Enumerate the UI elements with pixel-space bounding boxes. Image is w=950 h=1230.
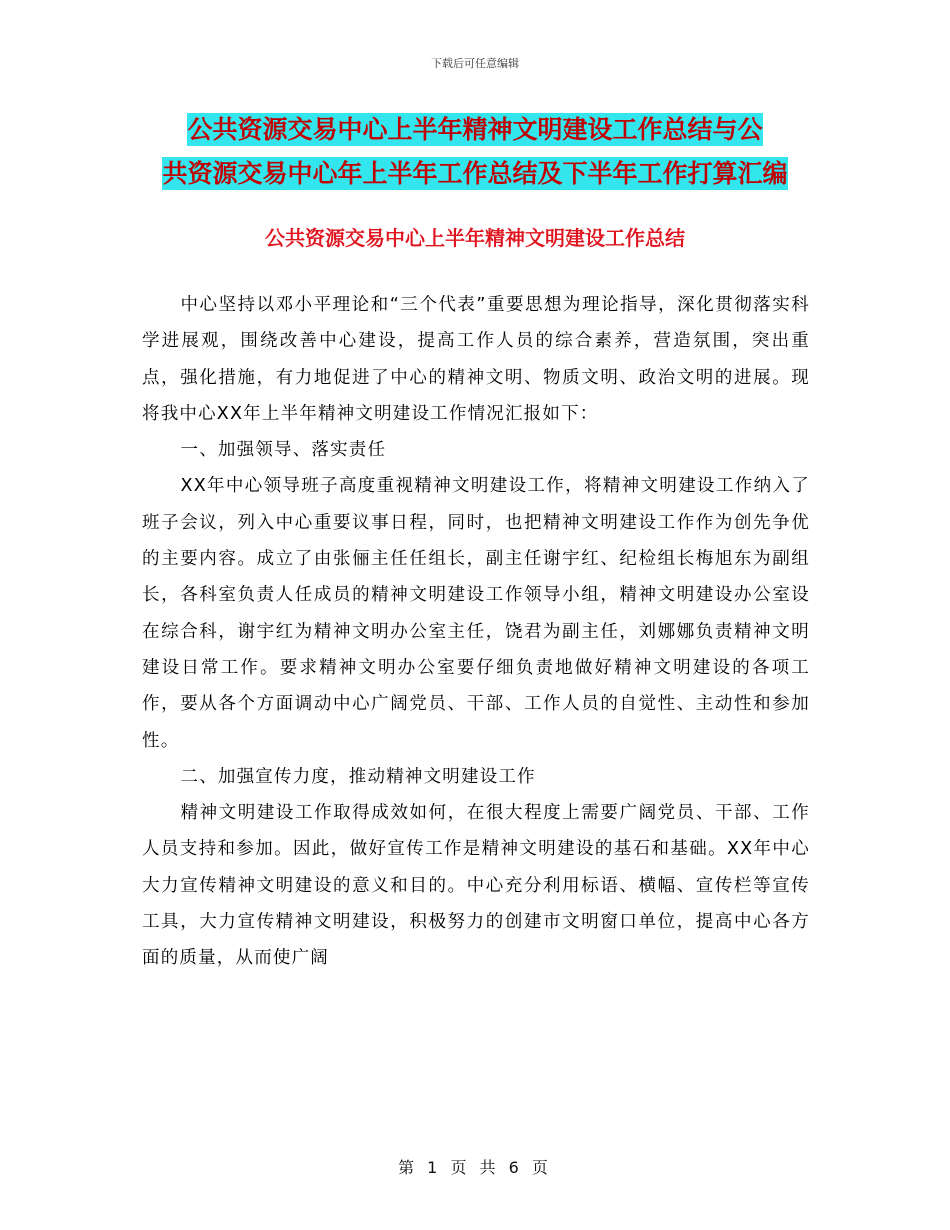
document-title-line-2: 共资源交易中心年上半年工作总结及下半年工作打算汇编 (162, 159, 788, 188)
paragraph-intro: 中心坚持以邓小平理论和“三个代表”重要思想为理论指导，深化贯彻落实科学进展观，围绕改善中心建设，提高工作人员的综合素养，营造氛围，突出重点，强化措施，有力地促进了中心的精神文明、物质文明、政治文明的进展。现将我中心XX年上半年精神文明建设工作情况汇报如下： (142, 295, 810, 424)
paragraph-publicity: 精神文明建设工作取得成效如何，在很大程度上需要广阔党员、干部、工作人员支持和参加。因此，做好宣传工作是精神文明建设的基石和基础。XX年中心大力宣传精神文明建设的意义和目的。中心充分利用标语、横幅、宣传栏等宣传工具，大力宣传精神文明建设，积极努力的创建市文明窗口单位，提高中心各方面的质量，从而使广阔 (142, 803, 810, 969)
document-body (142, 287, 810, 977)
document-title-line-1: 公共资源交易中心上半年精神文明建设工作总结与公 (187, 115, 763, 144)
document-title (140, 108, 810, 196)
page-number: 第 1 页 共 6 页 (398, 1158, 552, 1177)
heading-leadership: 一、加强领导、落实责任 (180, 440, 387, 461)
page-header-note: 下载后可任意编辑 (431, 57, 519, 70)
section-title: 公共资源交易中心上半年精神文明建设工作总结 (265, 226, 685, 250)
paragraph-leadership: XX年中心领导班子高度重视精神文明建设工作，将精神文明建设工作纳入了班子会议，列入中心重要议事日程，同时，也把精神文明建设工作作为创先争优的主要内容。成立了由张俪主任任组长，副主任谢宇红、纪检组长梅旭东为副组长，各科室负责人任成员的精神文明建设工作领导小组，精神文明建设办公室设在综合科，谢宇红为精神文明办公室主任，饶君为副主任，刘娜娜负责精神文明建设日常工作。要求精神文明办公室要仔细负责地做好精神文明建设的各项工作，要从各个方面调动中心广阔党员、干部、工作人员的自觉性、主动性和参加性。 (142, 476, 810, 751)
heading-publicity: 二、加强宣传力度，推动精神文明建设工作 (180, 766, 536, 787)
